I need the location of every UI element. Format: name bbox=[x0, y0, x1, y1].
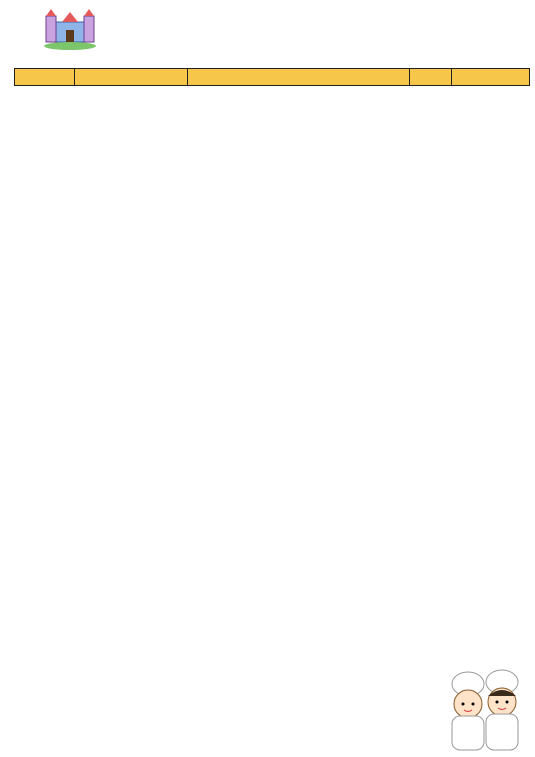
table-header-row bbox=[15, 69, 530, 86]
col-lunch-header bbox=[188, 69, 410, 86]
kitty-apple-divider-icon bbox=[320, 191, 525, 205]
kitty-apple-divider-icon bbox=[322, 587, 525, 601]
col-pm-header bbox=[452, 69, 530, 86]
kitty-cherry-divider-icon bbox=[310, 445, 525, 459]
col-fruit-header bbox=[410, 69, 452, 86]
chef-kids-icon bbox=[438, 666, 530, 754]
col-date-header bbox=[15, 69, 75, 86]
kitty-candy-divider-icon bbox=[330, 315, 525, 329]
col-am-header bbox=[75, 69, 188, 86]
menu-table bbox=[14, 68, 530, 86]
castle-logo-icon bbox=[40, 8, 100, 50]
